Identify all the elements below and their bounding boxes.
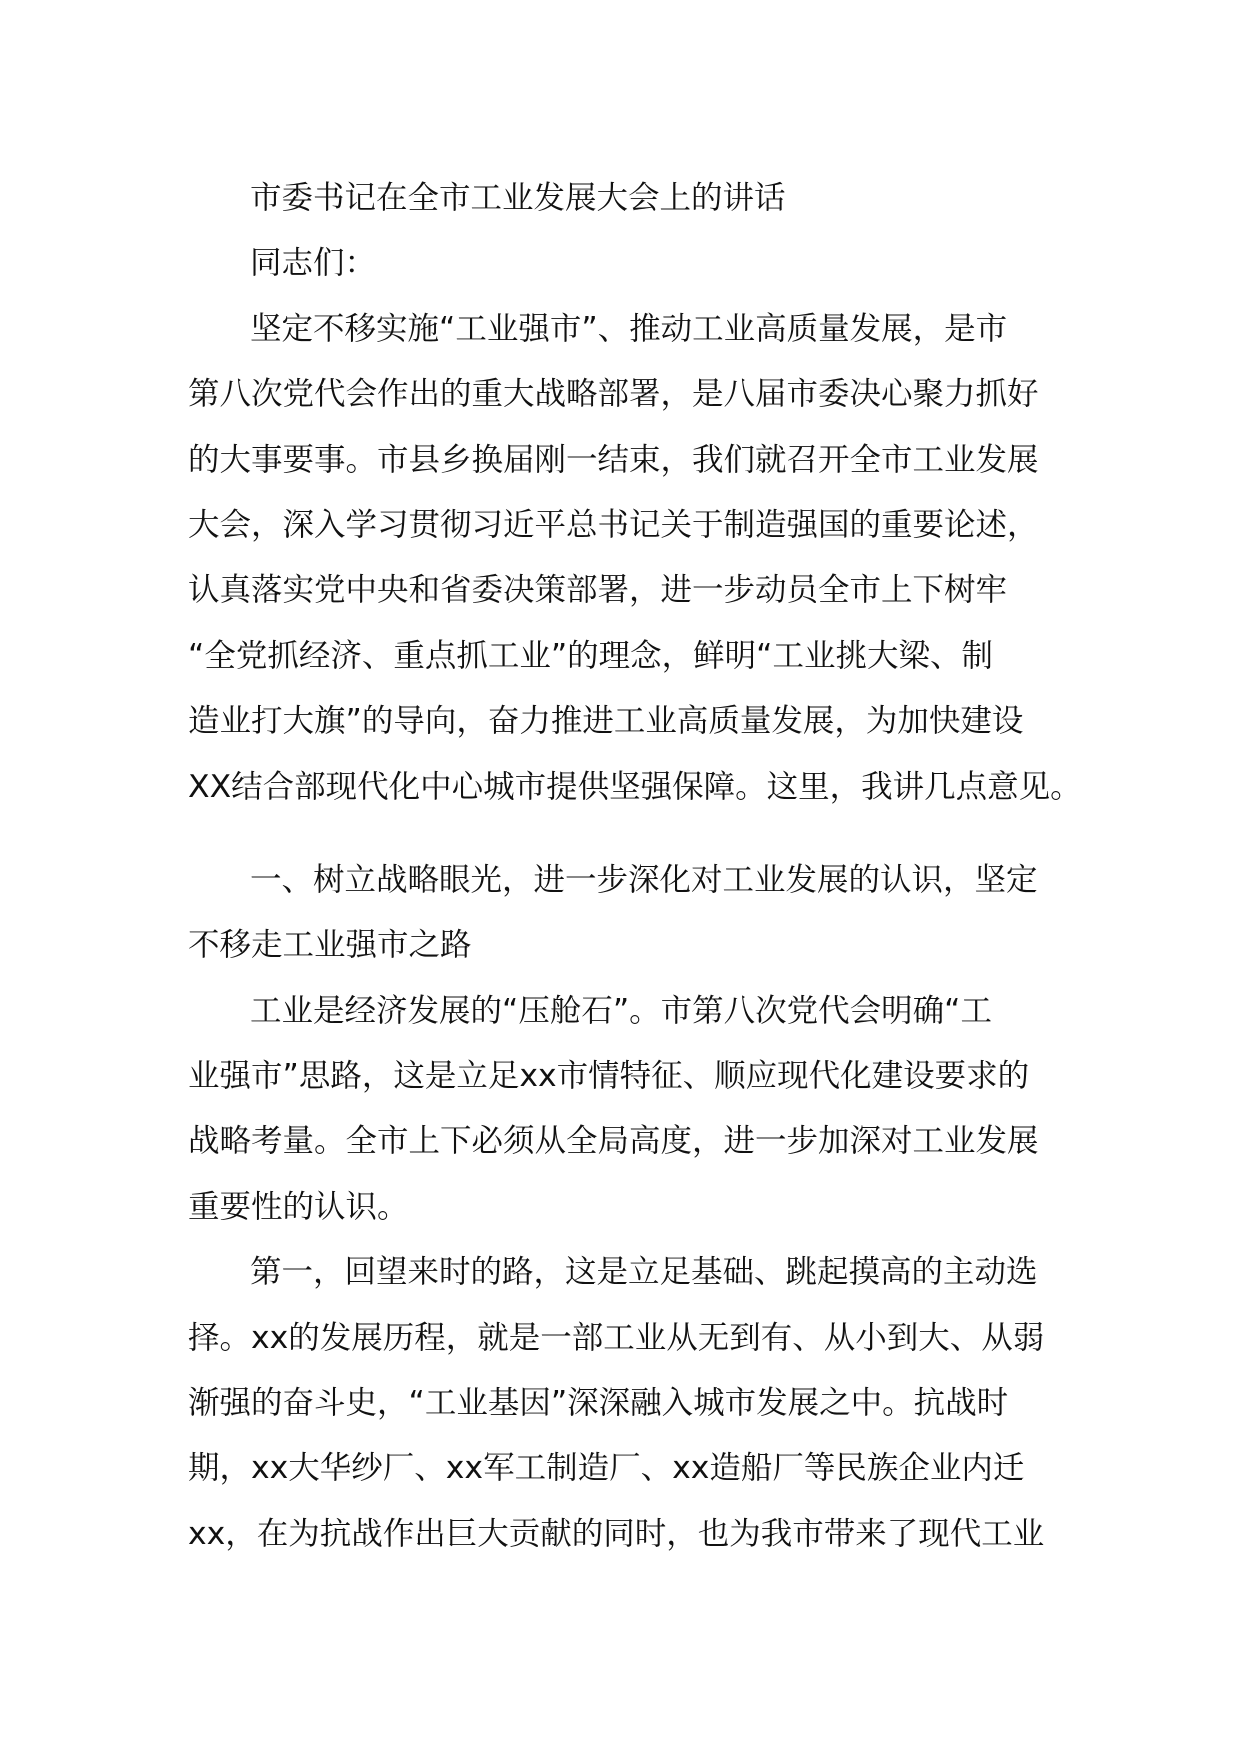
paragraph-intro: [188, 297, 1082, 820]
paragraph-line: 择。xx的发展历程，就是一部工业从无到有、从小到大、从弱: [188, 1319, 1045, 1356]
paragraph-line: XX结合部现代化中心城市提供坚强保障。这里，我讲几点意见。: [188, 768, 1082, 805]
paragraph-line: 工业是经济发展的“压舱石”。市第八次党代会明确“工: [250, 992, 992, 1029]
paragraph-line: 业强市”思路，这是立足xx市情特征、顺应现代化建设要求的: [188, 1058, 1030, 1095]
paragraph-line: 造业打大旗”的导向，奋力推进工业高质量发展，为加快建设: [188, 703, 1024, 740]
paragraph-line: 第八次党代会作出的重大战略部署，是八届市委决心聚力抓好: [188, 376, 1039, 413]
document-title: 市委书记在全市工业发展大会上的讲话: [250, 180, 786, 216]
paragraph-line: xx，在为抗战作出巨大贡献的同时，也为我市带来了现代工业: [188, 1515, 1045, 1552]
heading-line: 一、树立战略眼光，进一步深化对工业发展的认识，坚定: [250, 861, 1038, 898]
paragraph-line: 第一，回望来时的路，这是立足基础、跳起摸高的主动选: [250, 1254, 1038, 1291]
paragraph-history: [188, 1240, 1064, 1567]
paragraph-line: 坚定不移实施“工业强市”、推动工业高质量发展，是市: [250, 310, 1008, 347]
paragraph-line: 认真落实党中央和省委决策部署，进一步动员全市上下树牢: [188, 572, 1008, 609]
paragraph-line: 的大事要事。市县乡换届刚一结束，我们就召开全市工业发展: [188, 441, 1039, 478]
paragraph-line: “全党抓经济、重点抓工业”的理念，鲜明“工业挑大梁、制: [188, 637, 993, 674]
heading-line: 不移走工业强市之路: [188, 927, 472, 964]
paragraph-line: 大会，深入学习贯彻习近平总书记关于制造强国的重要论述，: [188, 506, 1039, 543]
paragraph-industry: [188, 979, 1064, 1241]
paragraph-line: 战略考量。全市上下必须从全局高度，进一步加深对工业发展: [188, 1123, 1039, 1160]
salutation: 同志们：: [250, 245, 377, 282]
document-body: [188, 166, 1082, 1567]
paragraph-line: 期，xx大华纱厂、xx军工制造厂、xx造船厂等民族企业内迁: [188, 1450, 1025, 1487]
paragraph-line: 重要性的认识。: [188, 1188, 409, 1225]
section-heading-1: [188, 848, 1064, 979]
section-spacer: [188, 820, 1064, 848]
paragraph-line: 渐强的奋斗史，“工业基因”深深融入城市发展之中。抗战时: [188, 1385, 1009, 1422]
